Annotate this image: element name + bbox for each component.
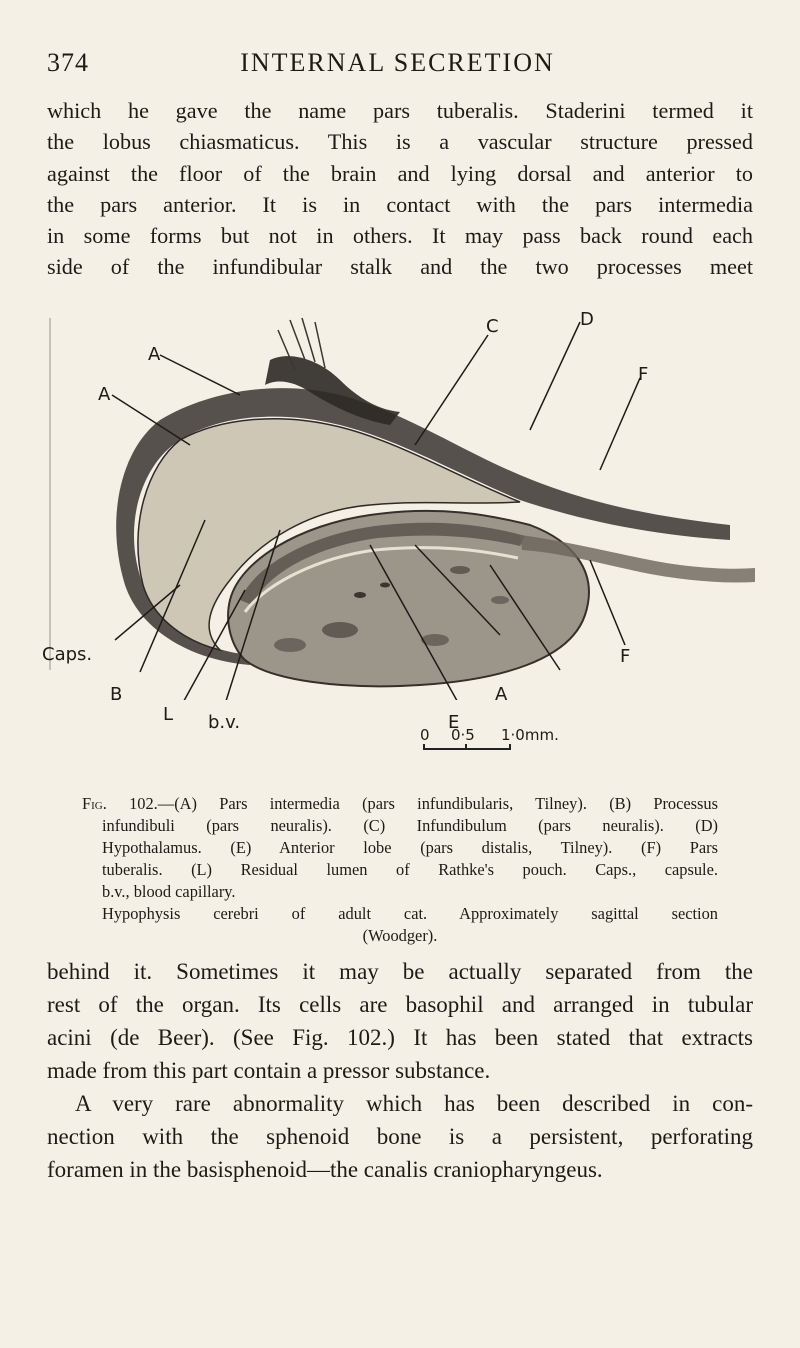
scale-tick bbox=[465, 744, 467, 750]
label-f-top: F bbox=[638, 364, 649, 385]
text-line: side of the infundibular stalk and the two processes meet bbox=[47, 254, 753, 280]
text-line: against the floor of the brain and lying dorsal and anterior to bbox=[47, 160, 753, 186]
scale-tick-label: 0 bbox=[420, 726, 430, 744]
label-a-left: A bbox=[98, 384, 111, 405]
label-a-top: A bbox=[148, 344, 161, 365]
scale-tick-label: 0·5 bbox=[451, 726, 475, 744]
text-line: which he gave the name pars tuberalis. Staderini termed it bbox=[47, 98, 753, 123]
text-line: A very rare abnormality which has been described in con- bbox=[75, 1091, 753, 1116]
figure-label: Fig. 102. bbox=[82, 794, 158, 813]
page-header bbox=[47, 44, 748, 84]
text-line: rest of the organ. Its cells are basophil and arranged in tubular bbox=[47, 992, 753, 1017]
text-line: nection with the sphenoid bone is a persistent, perforating bbox=[47, 1124, 753, 1149]
text-line: foramen in the basisphenoid—the canalis craniopharyngeus. bbox=[47, 1157, 603, 1182]
scale-bar bbox=[420, 726, 580, 760]
page-number: 374 bbox=[47, 48, 89, 77]
label-e: E bbox=[448, 712, 460, 733]
scale-tick bbox=[509, 744, 511, 750]
scale-line bbox=[423, 748, 511, 750]
scale-tick-label: 1·0mm. bbox=[501, 726, 559, 744]
caption-subline: (Woodger). bbox=[362, 926, 438, 945]
text-line: the lobus chiasmaticus. This is a vascular structure pressed bbox=[47, 129, 753, 155]
text-line: in some forms but not in others. It may pass back round each bbox=[47, 223, 753, 249]
label-d: D bbox=[580, 309, 594, 330]
running-title: INTERNAL SECRETION bbox=[240, 48, 555, 77]
caption-subline: Hypophysis cerebri of adult cat. Approximately sagittal section bbox=[102, 904, 718, 923]
label-a-bottom: A bbox=[495, 684, 508, 700]
text-line: behind it. Sometimes it may be actually separated from the bbox=[47, 959, 753, 984]
caption-line: tuberalis. (L) Residual lumen of Rathke's pouch. Caps., capsule. bbox=[102, 860, 718, 879]
text-line: made from this part contain a pressor substance. bbox=[47, 1058, 491, 1083]
text-line: acini (de Beer). (See Fig. 102.) It has been stated that extracts bbox=[47, 1025, 753, 1050]
label-c: C bbox=[486, 316, 499, 337]
label-bv: b.v. bbox=[208, 712, 241, 733]
figure-caption bbox=[82, 793, 718, 947]
caption-text: —(A) Pars intermedia (pars infundibularis, Tilney). (B) Processus bbox=[157, 794, 718, 813]
hypophysis-section-figure bbox=[40, 300, 760, 700]
caption-line: infundibuli (pars neuralis). (C) Infundibulum (pars neuralis). (D) bbox=[102, 816, 718, 835]
paragraph-bottom bbox=[47, 955, 753, 1186]
label-l: L bbox=[163, 704, 174, 725]
caption-line bbox=[82, 793, 718, 815]
text-line: the pars anterior. It is in contact with the pars intermedia bbox=[47, 191, 753, 217]
caption-line: b.v., blood capillary. bbox=[102, 882, 236, 901]
label-caps: Caps. bbox=[42, 644, 93, 665]
label-f-right: F bbox=[620, 646, 631, 667]
label-b: B bbox=[110, 684, 123, 700]
paragraph-top bbox=[47, 95, 753, 283]
caption-line: Hypothalamus. (E) Anterior lobe (pars distalis, Tilney). (F) Pars bbox=[102, 838, 718, 857]
scale-tick bbox=[423, 744, 425, 750]
